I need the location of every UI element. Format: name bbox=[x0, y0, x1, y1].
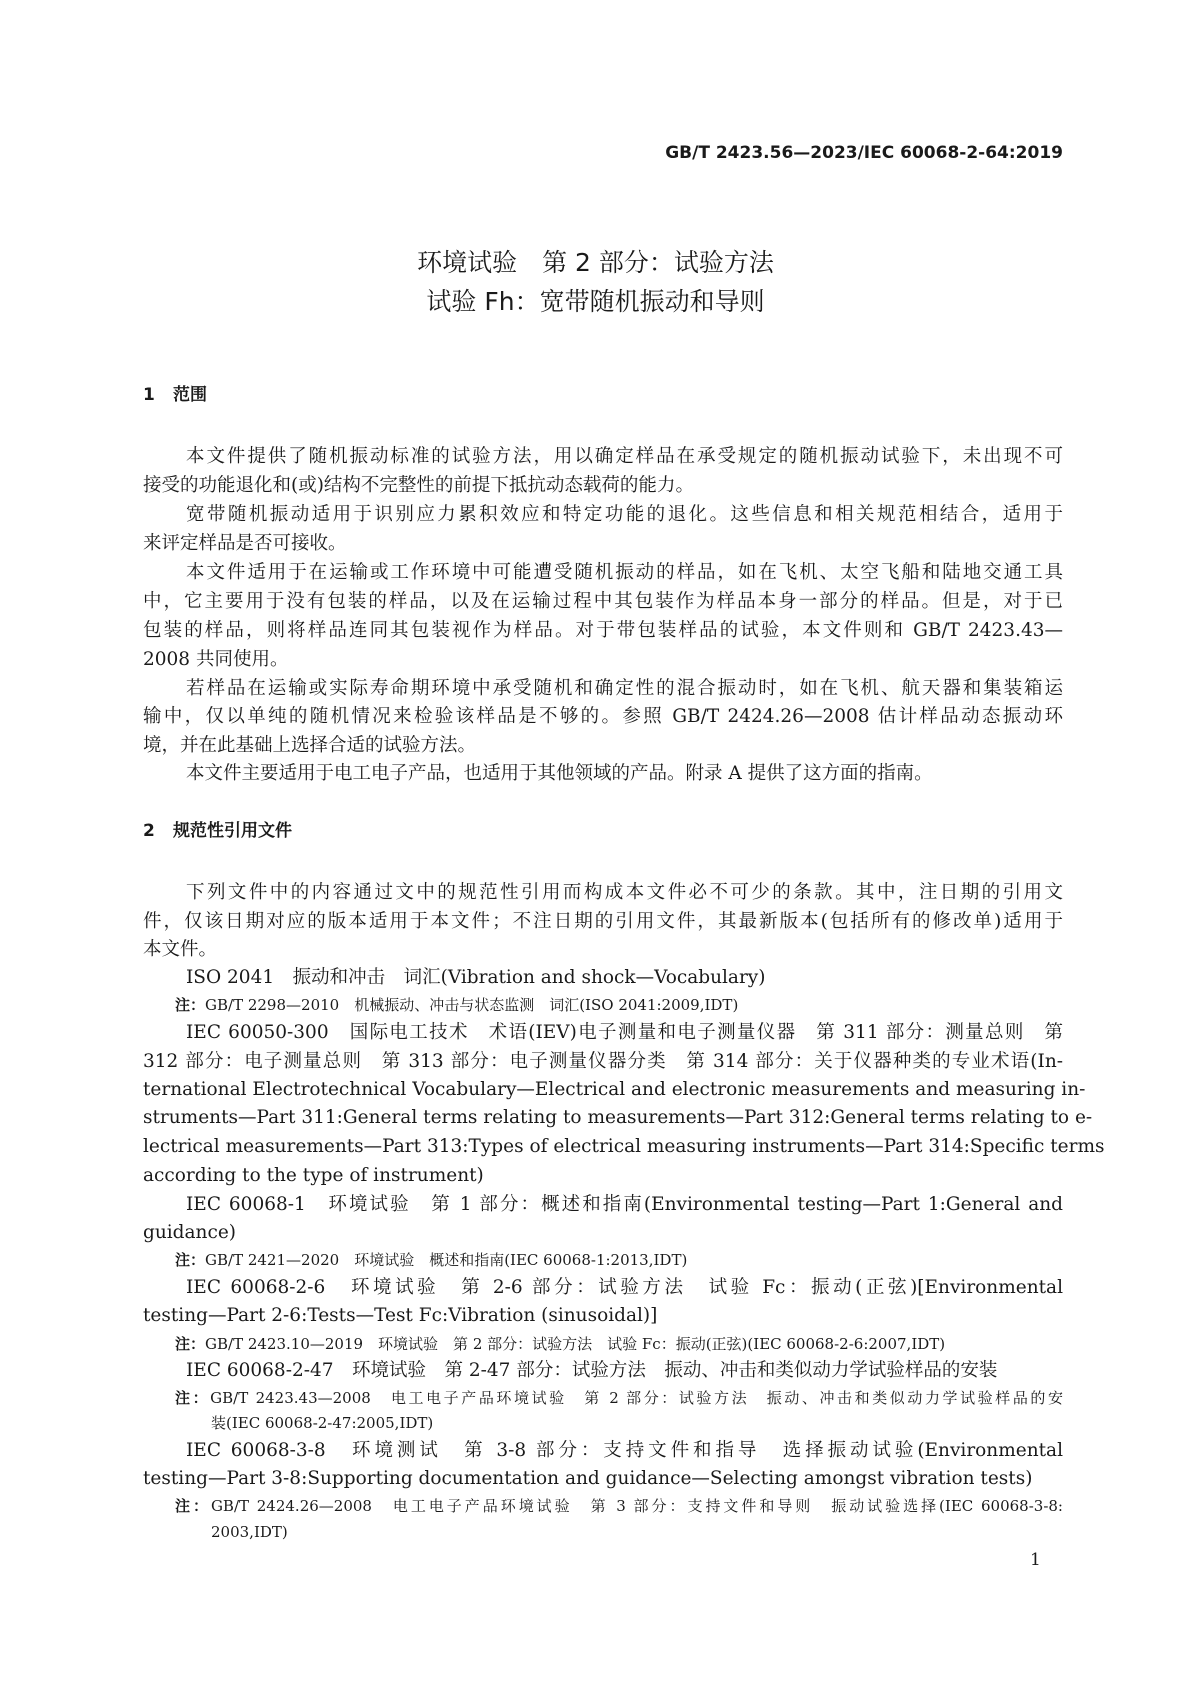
document-title-line-1: 环境试验 第 2 部分：试验方法 bbox=[417, 248, 774, 277]
paragraph-line: 若样品在运输或实际寿命期环境中承受随机和确定性的混合振动时，如在飞机、航天器和集装箱运 bbox=[186, 678, 1063, 699]
paragraph-line: 2008 共同使用。 bbox=[143, 649, 289, 670]
reference-entry-line: 312 部分：电子测量总则 第 313 部分：电子测量仪器分类 第 314 部分：关于仪器种类的专业术语(In- bbox=[143, 1051, 1063, 1072]
section-heading bbox=[143, 382, 207, 408]
paragraph-line: 境，并在此基础上选择合适的试验方法。 bbox=[143, 735, 477, 756]
note-label: 注： bbox=[175, 996, 206, 1014]
paragraph-line: 中，它主要用于没有包装的样品，以及在运输过程中其包装作为样品本身一部分的样品。但是，对于已 bbox=[143, 591, 1063, 612]
reference-note-line bbox=[175, 1247, 1063, 1273]
note-text: 装(IEC 60068-2-47:2005,IDT) bbox=[211, 1414, 434, 1432]
note-text: GB/T 2421—2020 环境试验 概述和指南(IEC 60068-1:2013,IDT) bbox=[205, 1251, 688, 1269]
reference-entry-line: IEC 60068-2-47 环境试验 第 2-47 部分：试验方法 振动、冲击和类似动力学试验样品的安装 bbox=[186, 1360, 998, 1381]
reference-entry-line: according to the type of instrument) bbox=[143, 1165, 484, 1186]
section-number: 2 bbox=[143, 821, 155, 841]
paragraph-line: 本文件。 bbox=[143, 939, 218, 960]
reference-entry-line: IEC 60050-300 国际电工技术 术语(IEV)电子测量和电子测量仪器 第 311 部分：测量总则 第 bbox=[186, 1022, 1063, 1043]
reference-entry-line: IEC 60068-3-8 环境测试 第 3-8 部分：支持文件和指导 选择振动试验(Environmental bbox=[186, 1440, 1063, 1461]
standard-code-header: GB/T 2423.56—2023/IEC 60068-2-64:2019 bbox=[665, 143, 1063, 163]
reference-note-line bbox=[175, 1385, 1063, 1411]
reference-entry-line: lectrical measurements—Part 313:Types of electrical measuring instruments—Part 314:Specific terms bbox=[143, 1136, 1105, 1157]
note-label: 注： bbox=[175, 1389, 211, 1407]
reference-note-line bbox=[175, 1493, 1063, 1519]
reference-entry-line: struments—Part 311:General terms relating to measurements—Part 312:General terms relating to e- bbox=[143, 1107, 1093, 1128]
note-text: GB/T 2424.26—2008 电工电子产品环境试验 第 3 部分：支持文件和导则 振动试验选择(IEC 60068-3-8: bbox=[210, 1497, 1063, 1515]
paragraph-line: 来评定样品是否可接收。 bbox=[143, 533, 347, 554]
reference-entry-line: guidance) bbox=[143, 1222, 236, 1243]
page-number: 1 bbox=[1030, 1550, 1041, 1570]
reference-entry-line: ternational Electrotechnical Vocabulary—Electrical and electronic measurements and measuring in- bbox=[143, 1079, 1086, 1100]
paragraph-line: 本文件主要适用于电工电子产品，也适用于其他领域的产品。附录 A 提供了这方面的指南。 bbox=[186, 763, 933, 784]
paragraph-line: 本文件提供了随机振动标准的试验方法，用以确定样品在承受规定的随机振动试验下，未出现不可 bbox=[186, 446, 1063, 467]
note-text: GB/T 2298—2010 机械振动、冲击与状态监测 词汇(ISO 2041:2009,IDT) bbox=[205, 996, 739, 1014]
reference-entry-line: testing—Part 2-6:Tests—Test Fc:Vibration (sinusoidal)] bbox=[143, 1305, 658, 1326]
note-label: 注： bbox=[175, 1497, 211, 1515]
paragraph-line: 输中，仅以单纯的随机情况来检验该样品是不够的。参照 GB/T 2424.26—2008 估计样品动态振动环 bbox=[143, 706, 1063, 727]
section-number: 1 bbox=[143, 385, 155, 405]
reference-note-line bbox=[211, 1519, 1063, 1545]
section-title: 范围 bbox=[173, 385, 207, 405]
paragraph-line: 下列文件中的内容通过文中的规范性引用而构成本文件必不可少的条款。其中，注日期的引用文 bbox=[186, 882, 1063, 903]
note-text: GB/T 2423.43—2008 电工电子产品环境试验 第 2 部分：试验方法 振动、冲击和类似动力学试验样品的安 bbox=[210, 1389, 1063, 1407]
section-heading bbox=[143, 818, 292, 844]
reference-entry-line: testing—Part 3-8:Supporting documentation and guidance—Selecting amongst vibration tests) bbox=[143, 1468, 1033, 1489]
document-title-line-2: 试验 Fh：宽带随机振动和导则 bbox=[426, 287, 765, 316]
note-text: 2003,IDT) bbox=[211, 1523, 288, 1541]
reference-entry-line: IEC 60068-1 环境试验 第 1 部分：概述和指南(Environmental testing—Part 1:General and bbox=[186, 1194, 1063, 1215]
paragraph-line: 接受的功能退化和(或)结构不完整性的前提下抵抗动态载荷的能力。 bbox=[143, 475, 694, 496]
paragraph-line: 件，仅该日期对应的版本适用于本文件；不注日期的引用文件，其最新版本(包括所有的修改单)适用于 bbox=[143, 911, 1063, 932]
reference-entry-line: IEC 60068-2-6 环境试验 第 2-6 部分：试验方法 试验 Fc：振动(正弦)[Environmental bbox=[186, 1277, 1063, 1298]
section-title: 规范性引用文件 bbox=[173, 821, 292, 841]
reference-note-line bbox=[211, 1410, 1063, 1436]
reference-entry-line: ISO 2041 振动和冲击 词汇(Vibration and shock—Vocabulary) bbox=[186, 967, 766, 988]
paragraph-line: 本文件适用于在运输或工作环境中可能遭受随机振动的样品，如在飞机、太空飞船和陆地交通工具 bbox=[186, 562, 1063, 583]
reference-note-line bbox=[175, 992, 1063, 1018]
reference-note-line bbox=[175, 1331, 1063, 1357]
note-text: GB/T 2423.10—2019 环境试验 第 2 部分：试验方法 试验 Fc：振动(正弦)(IEC 60068-2-6:2007,IDT) bbox=[205, 1335, 946, 1353]
paragraph-line: 包装的样品，则将样品连同其包装视作为样品。对于带包装样品的试验，本文件则和 GB/T 2423.43— bbox=[143, 620, 1063, 641]
note-label: 注： bbox=[175, 1335, 206, 1353]
paragraph-line: 宽带随机振动适用于识别应力累积效应和特定功能的退化。这些信息和相关规范相结合，适用于 bbox=[186, 504, 1063, 525]
note-label: 注： bbox=[175, 1251, 206, 1269]
